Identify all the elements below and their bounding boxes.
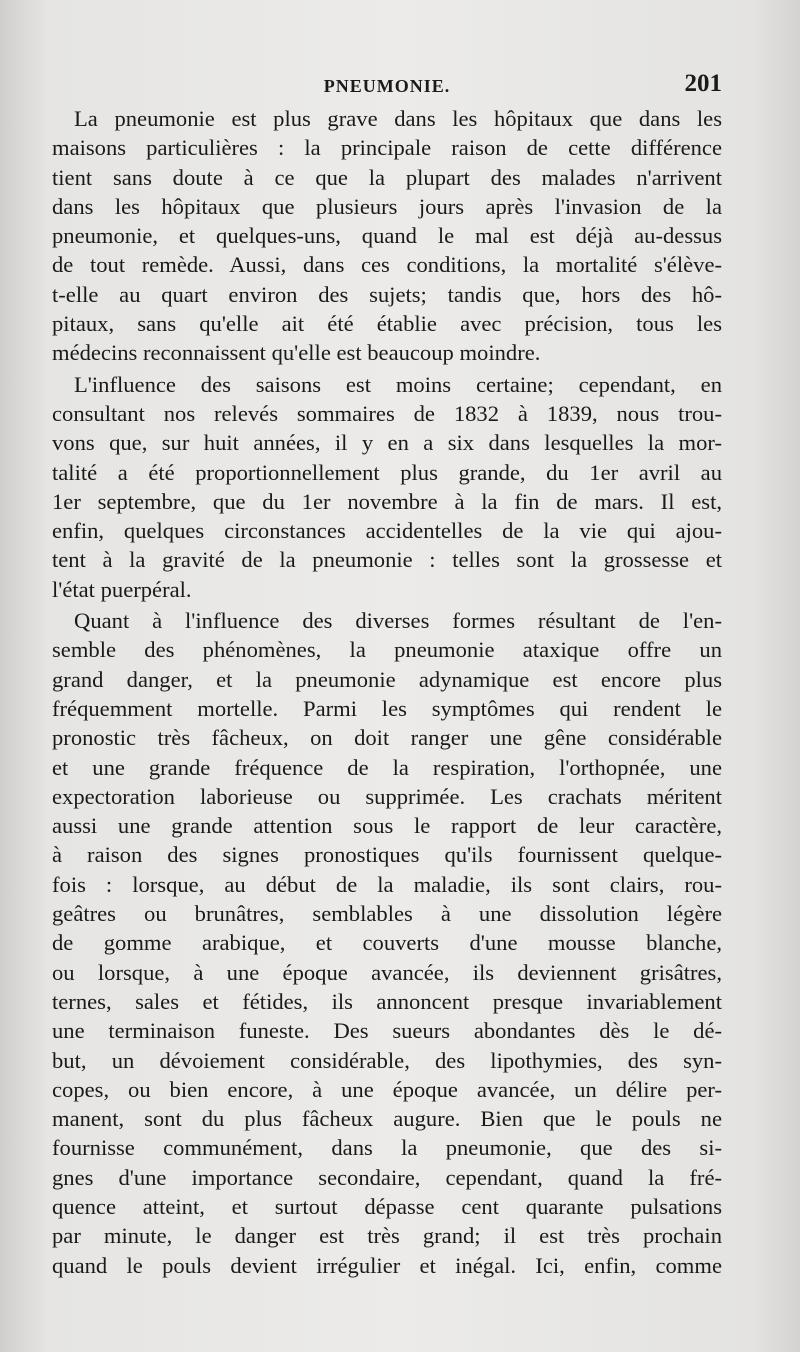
text-line: aussi une grande attention sous le rapport de leur caractère, (52, 813, 722, 839)
text-line: but, un dévoiement considérable, des lipothymies, des syn- (52, 1047, 722, 1073)
text-line: dans les hôpitaux que plusieurs jours après l'invasion de la (52, 193, 722, 219)
text-line: fois : lorsque, au début de la maladie, ils sont clairs, rou- (52, 871, 722, 897)
text-line: Quant à l'influence des diverses formes résultant de l'en- (74, 608, 722, 634)
text-line: 1er septembre, que du 1er novembre à la fin de mars. Il est, (52, 488, 722, 514)
text-line: de tout remède. Aussi, dans ces conditions, la mortalité s'élève- (52, 252, 722, 278)
page-number: 201 (684, 70, 722, 97)
text-line: à raison des signes pronostiques qu'ils fournissent quelque- (52, 842, 722, 868)
running-title: PNEUMONIE. (323, 76, 451, 96)
page-header (52, 70, 722, 100)
text-line: pitaux, sans qu'elle ait été établie avec précision, tous les (52, 311, 722, 337)
text-line: La pneumonie est plus grave dans les hôpitaux que dans les (74, 106, 722, 131)
text-line: t-elle au quart environ des sujets; tandis que, hors des hô- (52, 281, 722, 307)
text-line: quence atteint, et surtout dépasse cent quarante pulsations (52, 1193, 722, 1219)
text-line: l'état puerpéral. (52, 576, 192, 602)
text-line: médecins reconnaissent qu'elle est beaucoup moindre. (52, 340, 541, 366)
text-line: par minute, le danger est très grand; il est très prochain (52, 1223, 722, 1249)
text-line: copes, ou bien encore, à une époque avancée, un délire per- (52, 1076, 722, 1102)
text-line: fournisse communément, dans la pneumonie, que des si- (52, 1135, 722, 1161)
text-line: ou lorsque, à une époque avancée, ils deviennent grisâtres, (52, 959, 722, 985)
body-text (52, 104, 722, 1280)
text-line: manent, sont du plus fâcheux augure. Bien que le pouls ne (52, 1106, 722, 1132)
text-line: pneumonie, et quelques-uns, quand le mal est déjà au-dessus (52, 223, 722, 249)
text-line: talité a été proportionnellement plus grande, du 1er avril au (52, 459, 722, 485)
text-line: geâtres ou brunâtres, semblables à une dissolution légère (52, 901, 722, 927)
text-line: vons que, sur huit années, il y en a six dans lesquelles la mor- (52, 430, 722, 456)
text-line: pronostic très fâcheux, on doit ranger une gêne considérable (52, 725, 722, 751)
paragraph-2 (52, 370, 722, 604)
text-line: expectoration laborieuse ou supprimée. Les crachats méritent (52, 783, 722, 809)
text-line: semble des phénomènes, la pneumonie ataxique offre un (52, 637, 722, 663)
text-line: fréquemment mortelle. Parmi les symptômes qui rendent le (52, 695, 722, 721)
text-line: ternes, sales et fétides, ils annoncent presque invariablement (52, 988, 722, 1014)
text-line: tent à la gravité de la pneumonie : telles sont la grossesse et (52, 547, 722, 573)
text-line: maisons particulières : la principale raison de cette différence (52, 135, 722, 161)
text-line: de gomme arabique, et couverts d'une mousse blanche, (52, 930, 722, 956)
text-line: grand danger, et la pneumonie adynamique est encore plus (52, 666, 722, 692)
paragraph-1 (52, 104, 722, 368)
text-line: L'influence des saisons est moins certaine; cependant, en (74, 371, 722, 397)
text-line: enfin, quelques circonstances accidentelles de la vie qui ajou- (52, 518, 722, 544)
text-line: consultant nos relevés sommaires de 1832 à 1839, nous trou- (52, 400, 722, 426)
text-line: tient sans doute à ce que la plupart des malades n'arrivent (52, 164, 722, 190)
text-line: gnes d'une importance secondaire, cependant, quand la fré- (52, 1164, 722, 1190)
text-line: et une grande fréquence de la respiration, l'orthopnée, une (52, 754, 722, 780)
paragraph-3 (52, 606, 722, 1280)
text-line: une terminaison funeste. Des sueurs abondantes dès le dé- (52, 1018, 722, 1044)
text-line: quand le pouls devient irrégulier et inégal. Ici, enfin, comme (52, 1252, 722, 1278)
